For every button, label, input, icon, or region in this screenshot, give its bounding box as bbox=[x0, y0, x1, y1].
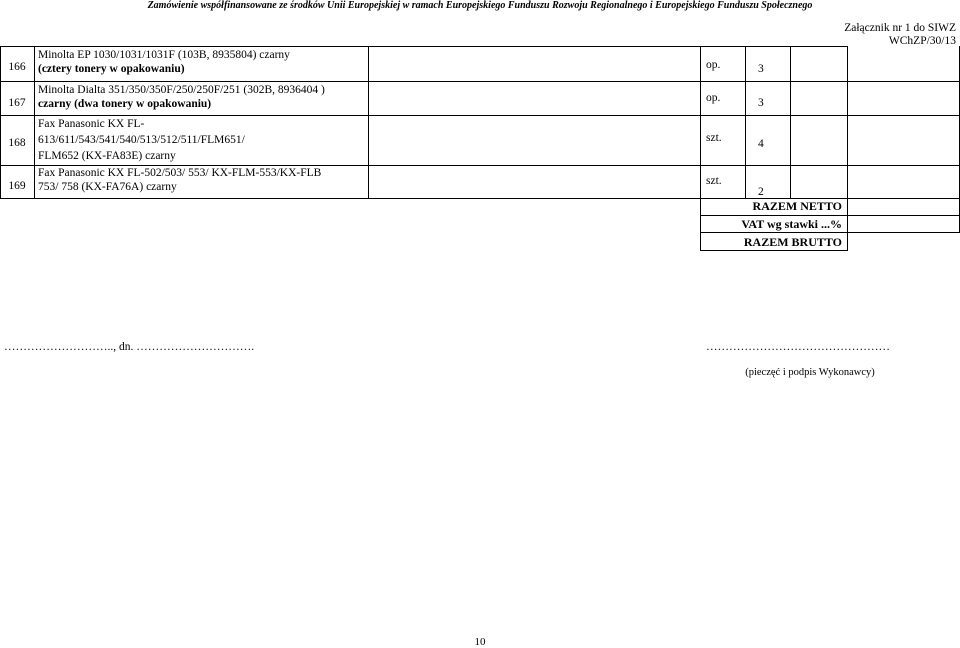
product-description: Minolta EP 1030/1031/1031F (103B, 8935804) czarny (cztery tonery w opakowaniu) bbox=[38, 49, 290, 75]
unit-of-measure: op. bbox=[706, 59, 721, 71]
reference-number: WChZP/30/13 bbox=[888, 35, 956, 47]
quantity: 4 bbox=[758, 138, 764, 150]
unit-of-measure: szt. bbox=[706, 132, 722, 144]
row-number: 167 bbox=[8, 97, 26, 109]
row-number: 166 bbox=[8, 61, 26, 73]
page-number: 10 bbox=[474, 636, 486, 648]
product-description: Fax Panasonic KX FL- 613/611/543/541/540/513/512/511/FLM651/ FLM652 (KX-FA83E) czarny bbox=[38, 118, 245, 162]
total-net-label: RAZEM NETTO bbox=[752, 199, 842, 213]
signature-caption: (pieczęć i podpis Wykonawcy) bbox=[745, 367, 875, 378]
unit-of-measure: op. bbox=[706, 92, 721, 104]
product-description: Fax Panasonic KX FL-502/503/ 553/ KX-FLM-553/KX-FLB 753/ 758 (KX-FA76A) czarny bbox=[38, 167, 322, 193]
attachment-header bbox=[844, 22, 956, 48]
attachment-label: Załącznik nr 1 do SIWZ bbox=[844, 22, 956, 34]
product-description: Minolta Dialta 351/350/350F/250/250F/251 (302B, 8936404 ) czarny (dwa tonery w opakowaniu) bbox=[38, 84, 325, 110]
funding-note: Zamówienie współfinansowane ze środków Unii Europejskiej w ramach Europejskiego Funduszu Rozwoju Regionalnego i Europejskiego Funduszu Społecznego bbox=[147, 0, 813, 11]
row-number: 169 bbox=[8, 180, 26, 192]
place-date-line: ……………………….., dn. …………………………. bbox=[4, 341, 255, 353]
signature-line: ………………………………………… bbox=[706, 341, 890, 353]
quantity: 3 bbox=[758, 97, 764, 109]
quantity: 3 bbox=[758, 63, 764, 75]
quantity: 2 bbox=[758, 186, 764, 198]
vat-rate-label: VAT wg stawki ...% bbox=[741, 217, 842, 231]
total-gross-label: RAZEM BRUTTO bbox=[743, 235, 842, 249]
row-number: 168 bbox=[8, 137, 26, 149]
price-table bbox=[0, 46, 960, 252]
unit-of-measure: szt. bbox=[706, 175, 722, 187]
